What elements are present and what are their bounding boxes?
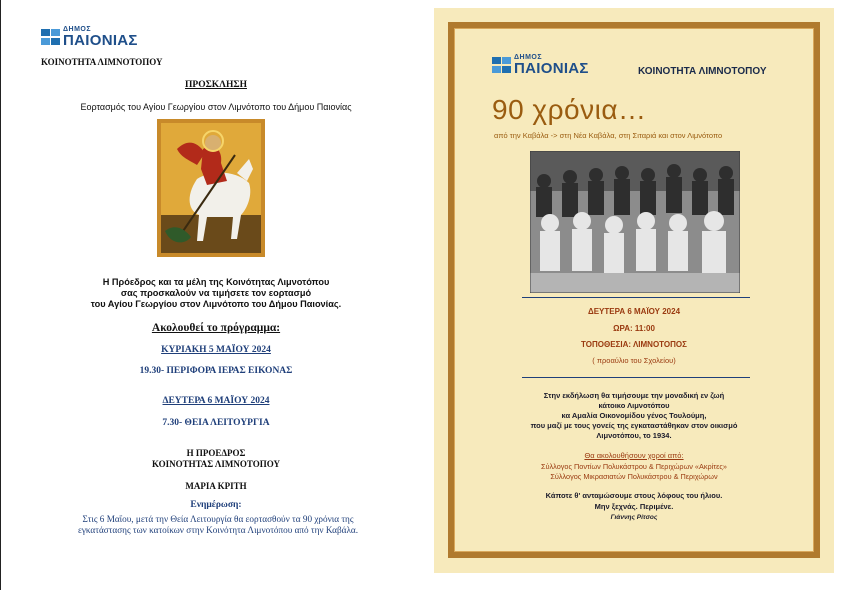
president-line-1: Η ΠΡΟΕΔΡΟΣ (186, 448, 246, 458)
invitation-line-3: του Αγίου Γεωργίου στον Λιμνότοπο του Δήμου Παιονίας. (90, 299, 342, 309)
program-day-1-event: 19.30- ΠΕΡΙΦΟΡΑ ΙΕΡΑΣ ΕΙΚΟΝΑΣ (139, 366, 293, 376)
honor-line-3: κα Αμαλία Οικονομίδου γένος Τουλούμη, (561, 411, 707, 420)
divider-bottom (522, 377, 750, 378)
event-time: ΩΡΑ: 11:00 (613, 324, 655, 333)
event-location-detail: ( προαύλιο του Σχολείου) (592, 356, 676, 365)
honor-message (434, 391, 834, 441)
right-anniversary-poster (434, 8, 834, 573)
poem-line-2: Μην ξεχνάς. Περιμένε. (594, 502, 674, 511)
dance-group-1: Σύλλογος Ποντίων Πολυκάστρου & Περιχώρων «Ακρίτες» (541, 462, 727, 471)
dances-heading: Θα ακολουθήσουν χοροί από: (584, 451, 684, 460)
logo-small-text: ΔΗΜΟΣ (514, 54, 543, 61)
president-line-2: ΚΟΙΝΟΤΗΤΑΣ ΛΙΜΝΟΤΟΠΟΥ (152, 459, 280, 469)
logo-mark-icon (492, 55, 512, 75)
divider-top (522, 297, 750, 298)
anniversary-subtitle: από την Καβάλα -> στη Νέα Καβάλα, στη Σιταριά και στον Λιμνότοπο (494, 131, 723, 140)
community-name: ΚΟΙΝΟΤΗΤΑ ΛΙΜΝΟΤΟΠΟΥ (41, 57, 163, 67)
poem-author: Γιάννης Ρίτσος (610, 514, 658, 521)
event-date: ΔΕΥΤΕΡΑ 6 ΜΑΪΟΥ 2024 (587, 307, 681, 316)
update-text (53, 514, 383, 536)
dance-group-2: Σύλλογος Μικρασιατών Πολυκάστρου & Περιχώρων (550, 472, 718, 481)
honor-line-5: Λιμνοτόπου, το 1934. (596, 431, 672, 440)
poem-line-1: Κάποτε θ' ανταμώσουμε στους λόφους του ήλιου. (545, 491, 723, 500)
logo-small-text: ΔΗΜΟΣ (63, 26, 92, 33)
municipality-logo (492, 54, 589, 76)
logo-mark-icon (41, 27, 61, 47)
logo-big-text: ΠΑΙΟΝΙΑΣ (514, 60, 589, 77)
program-day-1: ΚΥΡΙΑΚΗ 5 ΜΑΪΟΥ 2024 (161, 345, 271, 355)
community-name: ΚΟΙΝΟΤΗΤΑ ΛΙΜΝΟΤΟΠΟΥ (638, 66, 767, 77)
president-name: ΜΑΡΙΑ ΚΡΙΤΗ (185, 481, 247, 491)
celebration-subtitle: Εορτασμός του Αγίου Γεωργίου στον Λιμνότοπο του Δήμου Παιονίας (80, 102, 352, 112)
event-location: ΤΟΠΟΘΕΣΙΑ: ΛΙΜΝΟΤΟΠΟΣ (581, 340, 687, 349)
update-heading: Ενημέρωση: (190, 500, 242, 510)
program-heading: Ακολουθεί το πρόγραμμα: (151, 322, 281, 334)
update-line-1: Στις 6 Μαΐου, μετά την Θεία Λειτουργία θα εορτασθούν τα 90 χρόνια της (82, 514, 354, 524)
logo-big-text: ΠΑΙΟΝΙΑΣ (63, 32, 138, 49)
program-day-2-event: 7.30- ΘΕΙΑ ΛΕΙΤΟΥΡΓΙΑ (162, 418, 270, 428)
invitation-line-1: Η Πρόεδρος και τα μέλη της Κοινότητας Λιμνοτόπου (102, 277, 330, 287)
municipality-logo (41, 26, 138, 48)
president-title (1, 448, 431, 470)
update-line-2: εγκατάστασης των κατοίκων στην Κοινότητα Λιμνοτόπου από την Καβάλα. (77, 525, 359, 535)
saint-george-icon-image (157, 119, 265, 257)
invitation-line-2: σας προσκαλούν να τιμήσετε τον εορτασμό (120, 288, 312, 298)
program-day-2: ΔΕΥΤΕΡΑ 6 ΜΑΪΟΥ 2024 (162, 396, 270, 406)
honor-line-1: Στην εκδήλωση θα τιμήσουμε την μοναδική εν ζωή (543, 391, 725, 400)
honor-line-4: που μαζί με τους γονείς της εγκαταστάθηκαν στον οικισμό (530, 421, 738, 430)
historic-group-photo (530, 151, 740, 293)
invitation-message (1, 277, 431, 310)
anniversary-headline: 90 χρόνια… (492, 94, 647, 125)
invitation-heading: ΠΡΟΣΚΛΗΣΗ (185, 80, 247, 90)
honor-line-2: κάτοικο Λιμνοτόπου (598, 401, 670, 410)
